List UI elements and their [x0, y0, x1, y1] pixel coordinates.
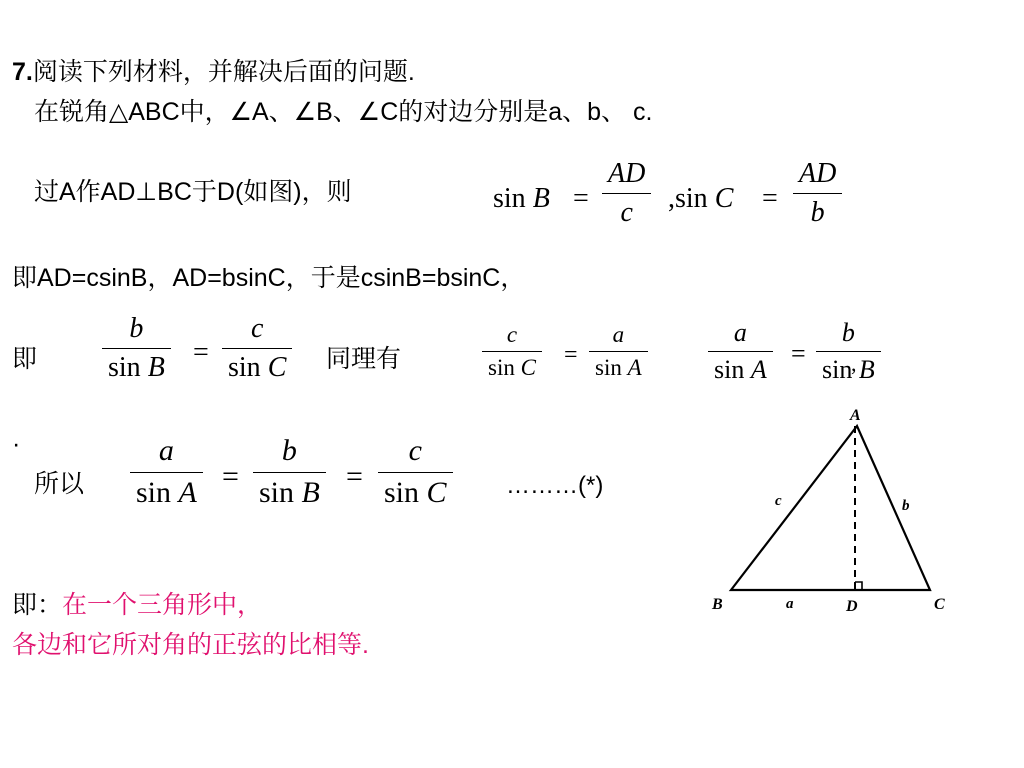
derivation-text: 即AD=csinB，AD=bsinC，于是csinB=bsinC，	[12, 264, 526, 292]
fraction-AD-over-c	[602, 158, 651, 229]
fraction-a-over-sinA: a sin A	[708, 318, 773, 385]
problem-number: 7.	[12, 58, 33, 86]
side-label-b: b	[902, 498, 910, 514]
numerator-AD: AD	[608, 158, 646, 189]
sinC-label: ,sin C	[668, 183, 734, 214]
triangle-ABC	[731, 426, 930, 590]
fraction-bar	[602, 193, 651, 194]
denominator-b: b	[810, 197, 825, 229]
equals-sign: =	[791, 339, 806, 368]
equals-sign: =	[193, 337, 209, 368]
equals-sign: =	[573, 183, 589, 214]
problem-title: 阅读下列材料，并解决后面的问题.	[32, 58, 415, 86]
equals-sign: =	[346, 460, 363, 493]
fraction-b-over-sinB: b sin B	[102, 313, 171, 384]
equals-sign: =	[762, 183, 778, 214]
triangle-figure	[700, 400, 960, 620]
side-label-a: a	[786, 596, 794, 612]
conclusion-prefix: 即：	[12, 591, 63, 619]
fraction-c-over-sinC: c sin C	[378, 434, 453, 510]
equals-sign: =	[222, 460, 239, 493]
fraction-c-over-sinC: c sin C	[222, 313, 292, 384]
given-statement: 在锐角△ABC中，∠A、∠B、∠C的对边分别是a、b、 c.	[34, 98, 653, 126]
denominator-c: c	[620, 197, 633, 229]
conclusion-line-1	[12, 593, 262, 618]
equation-tag: ………(*)	[506, 472, 604, 499]
foot-label-D: D	[846, 598, 858, 615]
fraction-b-over-sinB: b sin B	[816, 318, 881, 385]
vertex-label-A: A	[850, 407, 861, 424]
problem-heading	[12, 60, 415, 85]
fraction-AD-over-b	[793, 158, 842, 229]
ji-label: 即	[12, 345, 38, 373]
construction-text: 过A作AD⊥BC于D(如图)，则	[34, 178, 352, 206]
conclusion-emphasis-1: 在一个三角形中，	[62, 591, 263, 619]
conclusion-line-2: 各边和它所对角的正弦的比相等.	[12, 631, 369, 659]
therefore-label: 所以	[34, 470, 85, 498]
comma: ,	[851, 351, 857, 376]
fraction-b-over-sinB: b sin B	[253, 434, 326, 510]
fraction-a-over-sinA: a sin A	[130, 434, 203, 510]
vertex-label-B: B	[712, 596, 723, 613]
similarly-label: 同理有	[326, 345, 402, 373]
right-angle-mark	[855, 582, 862, 590]
numerator-AD: AD	[799, 158, 837, 189]
fraction-c-over-sinC: c sin C	[482, 322, 542, 382]
sinB-label: sin B	[493, 183, 550, 214]
fraction-bar	[793, 193, 842, 194]
equals-sign: =	[564, 342, 578, 368]
fraction-a-over-sinA: a sin A	[589, 322, 648, 382]
vertex-label-C: C	[934, 596, 945, 613]
dot-mark: ·	[12, 430, 21, 458]
side-label-c: c	[775, 493, 782, 509]
